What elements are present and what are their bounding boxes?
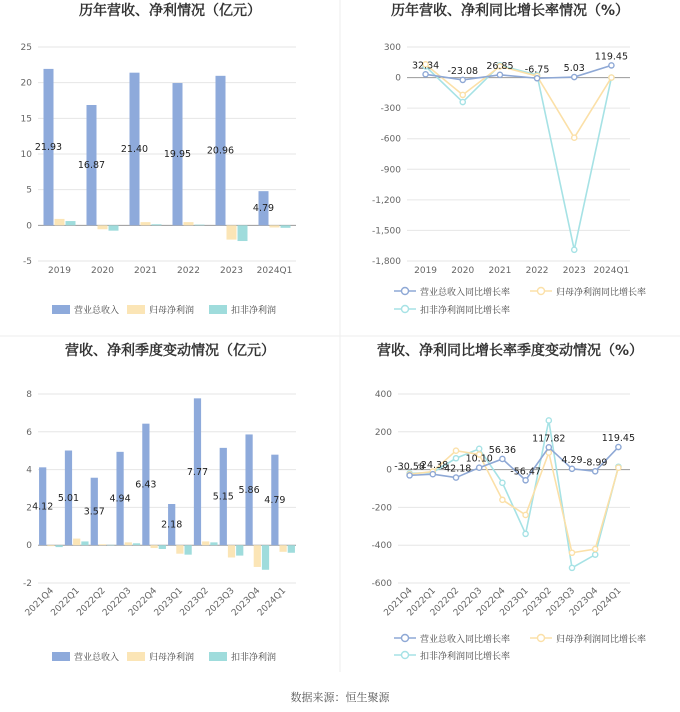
x-tick-label: 2022Q3 bbox=[451, 586, 485, 619]
legend-marker bbox=[538, 635, 545, 642]
legend-item-扣非净利润[interactable] bbox=[209, 304, 276, 316]
x-tick-label: 2023Q1 bbox=[152, 586, 186, 619]
bar-归母净利润-2024Q1 bbox=[270, 225, 280, 227]
x-tick-label: 2021 bbox=[488, 266, 512, 276]
y-tick-label: 200 bbox=[374, 427, 392, 438]
x-tick-label: 2022Q3 bbox=[101, 586, 134, 619]
data-label: 119.45 bbox=[601, 433, 636, 445]
point-营业总收入同比增长率-2021 bbox=[497, 72, 502, 77]
point-扣非净利润同比增长率-2022Q2 bbox=[453, 456, 458, 461]
y-tick-label: 25 bbox=[20, 43, 32, 53]
legend-item-扣非净利润同比增长率[interactable] bbox=[394, 650, 510, 662]
legend-label: 归母净利润 bbox=[149, 306, 195, 316]
point-营业总收入同比增长率-2023 bbox=[572, 74, 577, 79]
point-营业总收入同比增长率-2023Q2 bbox=[546, 445, 551, 450]
y-tick-label: 20 bbox=[20, 78, 32, 89]
data-label: 4.79 bbox=[252, 203, 275, 215]
data-label: 117.82 bbox=[532, 433, 566, 445]
y-tick-label: -300 bbox=[380, 104, 401, 115]
quarterly-growth-chart bbox=[372, 342, 646, 662]
bar-扣非净利润-2020 bbox=[109, 225, 119, 230]
bar-扣非净利润-2022Q3 bbox=[133, 543, 140, 545]
point-营业总收入同比增长率-2019 bbox=[423, 72, 428, 77]
x-tick-label: 2022Q4 bbox=[126, 586, 160, 619]
legend-marker bbox=[402, 306, 409, 313]
data-label: 26.85 bbox=[486, 60, 514, 72]
point-扣非净利润同比增长率-2023Q3 bbox=[569, 565, 574, 570]
point-归母净利润同比增长率-2022Q4 bbox=[500, 497, 505, 502]
bar-扣非净利润-2023Q2 bbox=[210, 542, 217, 545]
legend-label: 营业总收入同比增长率 bbox=[420, 288, 511, 298]
y-tick-label: -1,200 bbox=[371, 195, 401, 206]
legend-label: 归母净利润同比增长率 bbox=[556, 288, 647, 298]
legend-item-归母净利润[interactable] bbox=[127, 651, 194, 663]
legend-swatch bbox=[127, 305, 145, 314]
point-归母净利润同比增长率-2020 bbox=[460, 92, 465, 97]
point-营业总收入同比增长率-2021Q4 bbox=[407, 473, 412, 478]
x-tick-label: 2019 bbox=[414, 266, 438, 276]
data-label: -8.99 bbox=[582, 457, 608, 469]
x-tick-label: 2021 bbox=[134, 266, 157, 276]
data-source-footer: 数据来源：恒生聚源 bbox=[290, 691, 390, 704]
data-label: 16.87 bbox=[77, 160, 106, 172]
point-营业总收入同比增长率-2023Q1 bbox=[523, 478, 528, 483]
y-tick-label: 8 bbox=[26, 390, 32, 400]
point-营业总收入同比增长率-2023Q4 bbox=[593, 469, 598, 474]
x-tick-label: 2024Q1 bbox=[256, 266, 293, 276]
legend-item-营业总收入[interactable] bbox=[52, 304, 119, 316]
point-营业总收入同比增长率-2022Q1 bbox=[430, 472, 435, 477]
x-tick-label: 2023 bbox=[220, 266, 243, 276]
bar-归母净利润-2022 bbox=[184, 222, 194, 225]
point-扣非净利润同比增长率-2022Q3 bbox=[477, 446, 482, 451]
bar-扣非净利润-2023 bbox=[238, 225, 248, 241]
point-归母净利润同比增长率-2023Q3 bbox=[569, 550, 574, 555]
point-归母净利润同比增长率-2022Q2 bbox=[453, 448, 458, 453]
legend-label: 扣非净利润 bbox=[231, 653, 277, 663]
data-label: 5.01 bbox=[57, 492, 80, 504]
chart-title: 营收、净利同比增长率季度变动情况（%） bbox=[376, 343, 644, 359]
point-归母净利润同比增长率-2023 bbox=[572, 135, 577, 140]
data-label: 5.03 bbox=[563, 63, 585, 75]
point-营业总收入同比增长率-2020 bbox=[460, 77, 465, 82]
point-归母净利润同比增长率-2023Q1 bbox=[523, 512, 528, 517]
bar-扣非净利润-2021Q4 bbox=[56, 545, 63, 547]
x-tick-label: 2023Q4 bbox=[567, 586, 601, 619]
legend-item-扣非净利润同比增长率[interactable] bbox=[394, 304, 510, 316]
x-tick-label: 2022Q1 bbox=[49, 586, 82, 619]
series-line-扣非净利润同比增长率 bbox=[426, 65, 612, 249]
data-label: 5.86 bbox=[238, 484, 260, 496]
y-tick-label: -200 bbox=[371, 503, 392, 514]
x-tick-label: 2022Q2 bbox=[75, 586, 108, 619]
legend-swatch bbox=[52, 305, 70, 314]
legend-item-营业总收入同比增长率[interactable] bbox=[394, 286, 510, 298]
point-营业总收入同比增长率-2022Q4 bbox=[500, 456, 505, 461]
legend-item-归母净利润同比增长率[interactable] bbox=[530, 633, 646, 645]
x-tick-label: 2024Q1 bbox=[593, 266, 630, 276]
x-tick-label: 2022 bbox=[525, 266, 549, 276]
point-扣非净利润同比增长率-2023Q2 bbox=[546, 418, 551, 423]
y-tick-label: -900 bbox=[380, 165, 401, 176]
point-扣非净利润同比增长率-2022Q4 bbox=[500, 480, 505, 485]
point-扣非净利润同比增长率-2023Q4 bbox=[593, 552, 598, 557]
chart-title: 历年营收、净利情况（亿元） bbox=[79, 3, 261, 19]
x-tick-label: 2023Q3 bbox=[544, 586, 578, 619]
legend-label: 扣非净利润同比增长率 bbox=[420, 652, 511, 662]
x-tick-label: 2024Q1 bbox=[591, 586, 624, 619]
x-tick-label: 2019 bbox=[48, 266, 71, 276]
quarterly-amount-chart bbox=[23, 342, 296, 663]
data-label: 32.34 bbox=[411, 60, 440, 72]
legend-swatch bbox=[209, 652, 227, 661]
y-tick-label: -600 bbox=[371, 579, 392, 589]
x-tick-label: 2022 bbox=[177, 266, 200, 276]
x-tick-label: 2022Q2 bbox=[428, 586, 462, 619]
legend-label: 营业总收入 bbox=[74, 653, 120, 663]
y-tick-label: 0 bbox=[26, 221, 32, 232]
chart-title: 历年营收、净利同比增长率情况（%） bbox=[390, 3, 630, 19]
point-营业总收入同比增长率-2024Q1 bbox=[609, 63, 614, 68]
data-label: -30.58 bbox=[394, 461, 425, 473]
bar-扣非净利润-2024Q1 bbox=[288, 545, 295, 553]
data-label: 10.10 bbox=[465, 453, 493, 465]
x-tick-label: 2022Q1 bbox=[405, 586, 438, 619]
point-营业总收入同比增长率-2022Q2 bbox=[453, 475, 458, 480]
data-label: 21.40 bbox=[120, 144, 149, 156]
data-label: 4.94 bbox=[109, 493, 131, 505]
bar-扣非净利润-2019 bbox=[66, 221, 76, 225]
point-归母净利润同比增长率-2024Q1 bbox=[609, 75, 614, 80]
bar-归母净利润-2019 bbox=[55, 219, 65, 225]
bar-归母净利润-2022Q2 bbox=[99, 544, 106, 545]
y-tick-label: -400 bbox=[371, 541, 392, 552]
bar-归母净利润-2023Q3 bbox=[228, 545, 235, 557]
bar-扣非净利润-2022Q2 bbox=[107, 545, 114, 546]
legend-marker bbox=[402, 652, 409, 659]
y-tick-label: 5 bbox=[26, 185, 32, 196]
y-tick-label: 6 bbox=[26, 427, 32, 438]
point-归母净利润同比增长率-2024Q1 bbox=[616, 465, 621, 470]
bar-归母净利润-2023Q4 bbox=[254, 545, 261, 567]
y-tick-label: 300 bbox=[383, 43, 401, 53]
data-label: 4.29 bbox=[561, 454, 583, 466]
bar-归母净利润-2023Q1 bbox=[176, 545, 183, 554]
data-label: -24.38 bbox=[417, 460, 449, 472]
legend-item-归母净利润[interactable] bbox=[127, 304, 194, 316]
chart-title: 营收、净利季度变动情况（亿元） bbox=[65, 343, 275, 359]
legend-swatch bbox=[52, 652, 70, 661]
y-tick-label: 4 bbox=[26, 465, 32, 476]
annual-amount-chart bbox=[21, 2, 296, 316]
bar-扣非净利润-2023Q3 bbox=[236, 545, 243, 555]
data-label: -42.18 bbox=[440, 463, 472, 475]
legend-item-归母净利润同比增长率[interactable] bbox=[530, 286, 646, 298]
point-扣非净利润同比增长率-2023 bbox=[572, 247, 577, 252]
bar-扣非净利润-2023Q4 bbox=[262, 545, 269, 570]
bar-归母净利润-2023Q2 bbox=[202, 541, 209, 545]
bar-扣非净利润-2022Q1 bbox=[81, 541, 88, 545]
x-tick-label: 2020 bbox=[91, 266, 114, 276]
point-营业总收入同比增长率-2024Q1 bbox=[616, 444, 621, 449]
legend-swatch bbox=[127, 652, 145, 661]
legend-item-营业总收入[interactable] bbox=[52, 651, 119, 663]
x-tick-label: 2023Q3 bbox=[204, 586, 237, 619]
point-营业总收入同比增长率-2022Q3 bbox=[477, 465, 482, 470]
x-tick-label: 2024Q1 bbox=[255, 586, 289, 619]
bar-归母净利润-2021Q4 bbox=[47, 545, 54, 546]
point-扣非净利润同比增长率-2020 bbox=[460, 99, 465, 104]
bar-扣非净利润-2021 bbox=[152, 224, 162, 225]
legend-label: 营业总收入 bbox=[74, 306, 120, 316]
data-label: 20.96 bbox=[206, 145, 235, 157]
legend-marker bbox=[402, 288, 409, 295]
legend-item-营业总收入同比增长率[interactable] bbox=[394, 633, 510, 645]
data-label: 7.77 bbox=[186, 466, 209, 478]
bar-归母净利润-2022Q4 bbox=[150, 545, 157, 548]
bar-归母净利润-2022Q3 bbox=[125, 542, 132, 545]
bar-归母净利润-2024Q1 bbox=[279, 545, 286, 552]
y-tick-label: 400 bbox=[374, 390, 392, 400]
legend-marker bbox=[538, 288, 545, 295]
x-tick-label: 2022Q4 bbox=[475, 586, 508, 619]
series-line-扣非净利润同比增长率 bbox=[410, 420, 619, 567]
x-tick-label: 2021Q4 bbox=[382, 586, 415, 619]
data-label: 119.45 bbox=[594, 51, 629, 63]
data-label: 56.36 bbox=[488, 444, 517, 456]
legend-item-扣非净利润[interactable] bbox=[209, 651, 276, 663]
bar-归母净利润-2021 bbox=[141, 222, 151, 225]
annual-growth-chart bbox=[372, 2, 646, 316]
y-tick-label: -1,500 bbox=[371, 226, 401, 237]
data-label: -23.08 bbox=[447, 65, 479, 77]
bar-扣非净利润-2024Q1 bbox=[281, 225, 291, 227]
data-label: 21.93 bbox=[34, 142, 63, 154]
bar-扣非净利润-2023Q1 bbox=[185, 545, 192, 554]
y-tick-label: 15 bbox=[20, 114, 32, 125]
x-tick-label: 2021Q4 bbox=[23, 586, 57, 619]
point-扣非净利润同比增长率-2023Q1 bbox=[523, 531, 528, 536]
x-tick-label: 2023Q1 bbox=[498, 586, 531, 619]
legend-label: 营业总收入同比增长率 bbox=[420, 635, 511, 645]
y-tick-label: 0 bbox=[395, 73, 401, 84]
data-label: 2.18 bbox=[161, 519, 183, 531]
y-tick-label: 0 bbox=[26, 541, 32, 552]
point-营业总收入同比增长率-2022 bbox=[534, 76, 539, 81]
data-label: 5.15 bbox=[212, 491, 234, 503]
data-label: 6.43 bbox=[135, 479, 157, 491]
x-tick-label: 2020 bbox=[451, 266, 475, 276]
point-营业总收入同比增长率-2023Q3 bbox=[569, 466, 574, 471]
legend-label: 扣非净利润同比增长率 bbox=[420, 306, 511, 316]
legend-marker bbox=[402, 635, 409, 642]
x-tick-label: 2023Q4 bbox=[230, 586, 263, 619]
y-tick-label: 10 bbox=[20, 150, 32, 160]
data-label: -56.47 bbox=[510, 466, 541, 478]
y-tick-label: -2 bbox=[23, 579, 32, 589]
legend-swatch bbox=[209, 305, 227, 314]
data-label: 19.95 bbox=[163, 149, 192, 161]
y-tick-label: 0 bbox=[386, 465, 392, 476]
bar-归母净利润-2020 bbox=[98, 225, 108, 229]
point-归母净利润同比增长率-2023Q4 bbox=[593, 546, 598, 551]
x-tick-label: 2023 bbox=[562, 266, 586, 276]
x-tick-label: 2023Q2 bbox=[521, 586, 554, 619]
legend-label: 归母净利润同比增长率 bbox=[556, 635, 647, 645]
data-label: 4.12 bbox=[32, 501, 54, 513]
legend-label: 归母净利润 bbox=[149, 653, 195, 663]
y-tick-label: -1,800 bbox=[371, 257, 401, 267]
y-tick-label: -600 bbox=[380, 134, 401, 145]
bar-归母净利润-2022Q1 bbox=[73, 539, 80, 546]
data-label: 4.79 bbox=[264, 494, 286, 506]
bar-扣非净利润-2022 bbox=[195, 225, 205, 226]
y-tick-label: 2 bbox=[26, 503, 32, 514]
bar-归母净利润-2023 bbox=[227, 225, 237, 239]
x-tick-label: 2023Q2 bbox=[178, 586, 211, 619]
data-label: 3.57 bbox=[83, 506, 105, 518]
bar-扣非净利润-2022Q4 bbox=[159, 545, 166, 549]
data-label: -6.75 bbox=[524, 64, 550, 76]
y-tick-label: -5 bbox=[23, 257, 32, 267]
legend-label: 扣非净利润 bbox=[231, 306, 277, 316]
